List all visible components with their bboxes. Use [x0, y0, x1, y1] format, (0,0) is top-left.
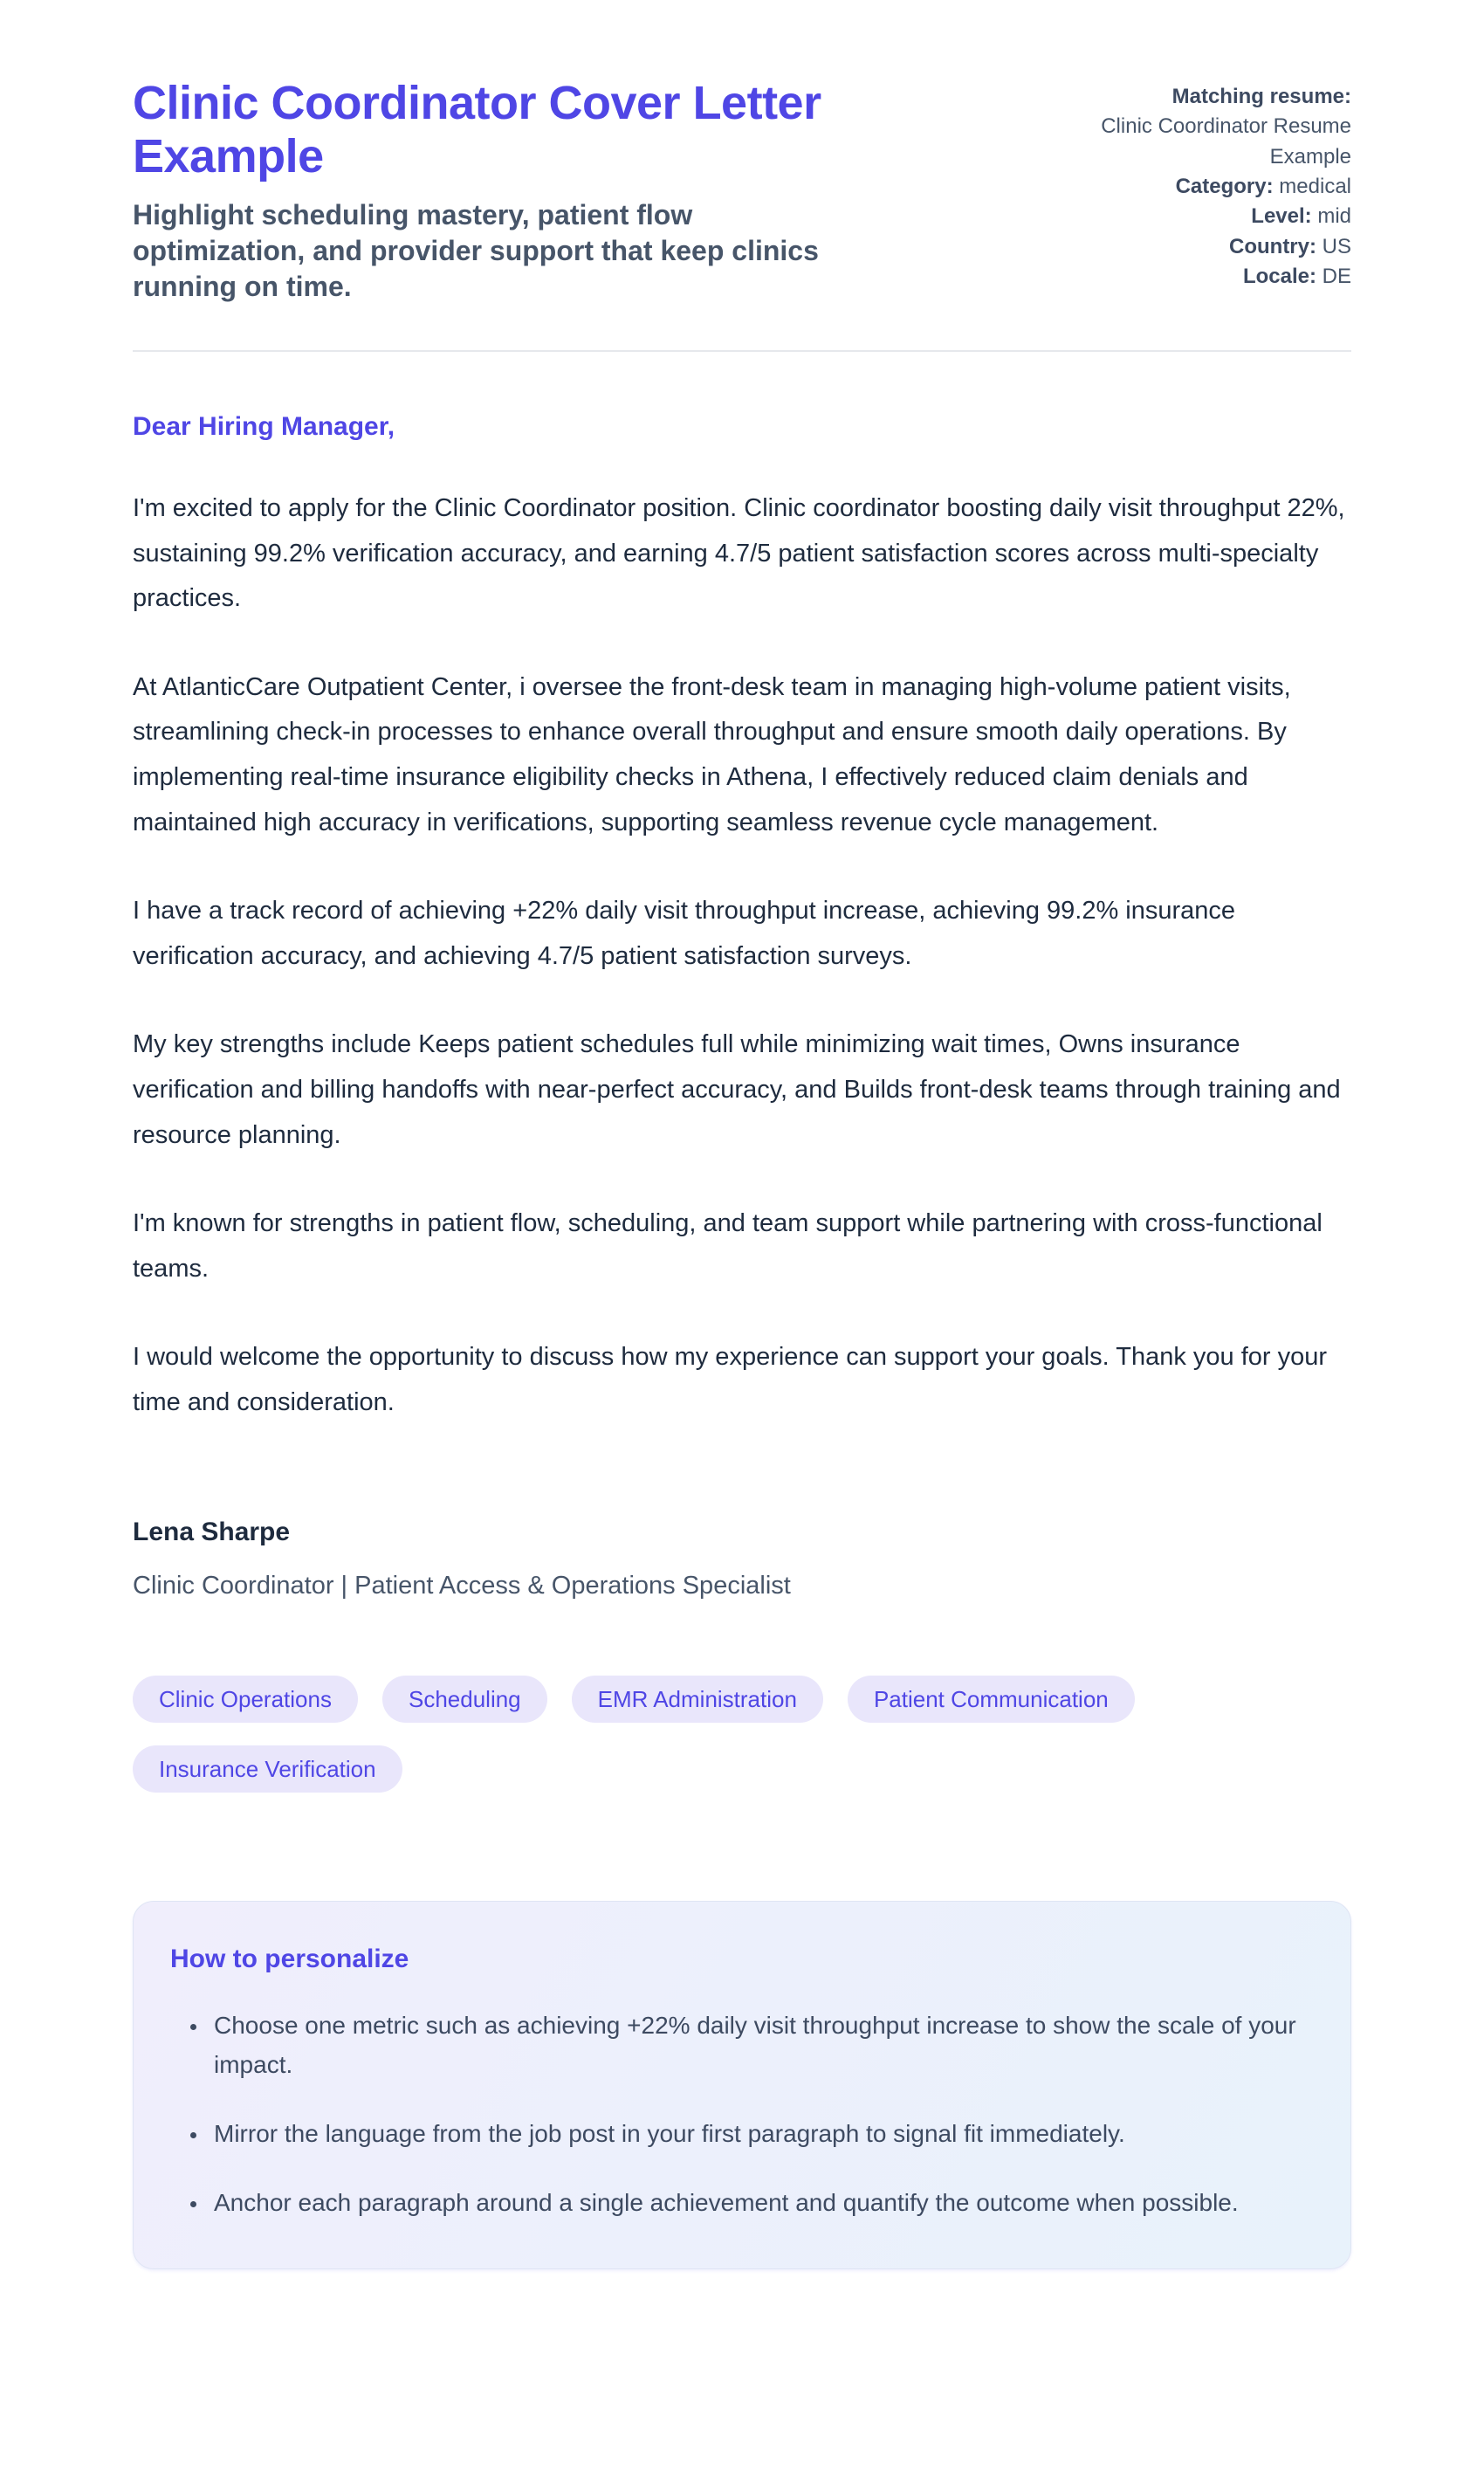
salutation: Dear Hiring Manager, — [133, 411, 395, 441]
letter-paragraph: At AtlanticCare Outpatient Center, i oversee the front-desk team in managing high-volume patient visits, streamlining check-in processes to enhance overall throughput and ensure smooth daily operations. By implementing real-time insurance eligibility checks in Athena, I effectively reduced claim denials and maintained high accuracy in verifications, supporting seamless revenue cycle management. — [133, 672, 1291, 836]
meta-value: Clinic Coordinator Resume Example — [1101, 114, 1351, 169]
tip-list — [170, 2006, 1302, 2222]
signature-name: Lena Sharpe — [133, 1517, 291, 1546]
page-title: Clinic Coordinator Cover Letter Example — [133, 77, 821, 183]
tip-item: • Mirror the language from the job post in your first paragraph to signal fit immediately. — [209, 2115, 1302, 2154]
meta-label: Level: — [1251, 204, 1312, 229]
header-divider — [133, 350, 1351, 352]
tag-pill-insurance-verification[interactable]: Insurance Verification — [133, 1745, 402, 1793]
letter-paragraph: I would welcome the opportunity to discuss how my experience can support your goals. Thank you for your time and consideration. — [133, 1343, 1328, 1417]
cover-letter-page — [133, 0, 1351, 2269]
meta-matching-resume — [1089, 82, 1351, 172]
personalize-tip-box — [133, 1901, 1351, 2268]
letter-paragraph: I'm excited to apply for the Clinic Coordinator position. Clinic coordinator boosting daily visit throughput 22%, sustaining 99.2% verification accuracy, and earning 4.7/5 patient satisfaction scores across multi-specialty practices. — [133, 493, 1345, 613]
letter-paragraph: I have a track record of achieving +22% daily visit throughput increase, achieving 99.2% insurance verification accuracy, and achieving 4.7/5 patient satisfaction surveys. — [133, 897, 1236, 970]
tag-pill-scheduling[interactable]: Scheduling — [382, 1676, 547, 1723]
letter-body — [133, 411, 1351, 1601]
page-subtitle: Highlight scheduling mastery, patient flow optimization, and provider support that keep clinics running on time. — [133, 199, 819, 302]
tip-box-heading: How to personalize — [170, 1944, 409, 1974]
tag-pill-emr-administration[interactable]: EMR Administration — [572, 1676, 823, 1723]
tag-pill-patient-communication[interactable]: Patient Communication — [848, 1676, 1135, 1723]
meta-locale — [1089, 262, 1351, 292]
signature-role: Clinic Coordinator | Patient Access & Operations Specialist — [133, 1571, 791, 1600]
meta-label: Country: — [1229, 234, 1316, 258]
meta-level — [1089, 202, 1351, 231]
meta-label: Matching resume: — [1171, 85, 1351, 108]
resume-meta-panel — [1089, 82, 1351, 292]
tip-item: • Anchor each paragraph around a single achievement and quantify the outcome when possible. — [209, 2184, 1302, 2223]
meta-label: Category: — [1175, 174, 1274, 198]
meta-value: mid — [1317, 204, 1351, 229]
meta-label: Locale: — [1242, 264, 1316, 288]
header-title-block — [133, 77, 988, 305]
letter-paragraph: I'm known for strengths in patient flow, scheduling, and team support while partnering with cross-functional teams. — [133, 1209, 1323, 1283]
letter-paragraph: My key strengths include Keeps patient schedules full while minimizing wait times, Owns insurance verification and billing handoffs with near-perfect accuracy, and Builds front-desk teams through training and resource planning. — [133, 1030, 1341, 1149]
meta-value: DE — [1322, 264, 1351, 288]
tag-list — [133, 1676, 1351, 1793]
meta-value: US — [1322, 234, 1351, 258]
meta-category — [1089, 172, 1351, 202]
meta-country — [1089, 232, 1351, 262]
meta-value: medical — [1279, 174, 1351, 198]
tag-pill-clinic-operations[interactable]: Clinic Operations — [133, 1676, 358, 1723]
header — [133, 77, 1351, 305]
tip-item: • Choose one metric such as achieving +22% daily visit throughput increase to show the scale of your impact. — [209, 2006, 1302, 2085]
